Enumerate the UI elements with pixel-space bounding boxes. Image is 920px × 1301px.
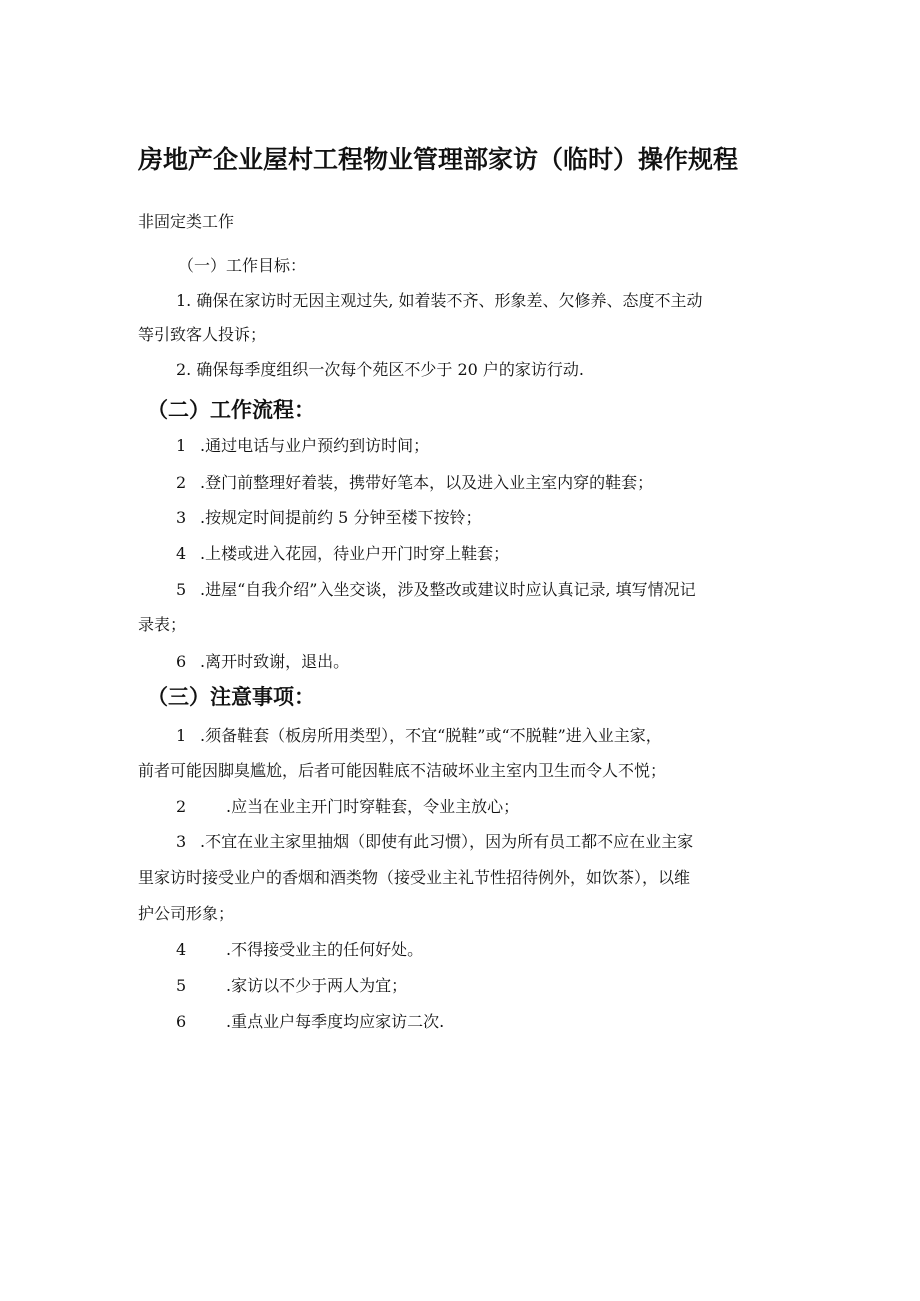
item-number: 1 bbox=[176, 436, 187, 455]
section1-item-1-line2: 等引致客人投诉； bbox=[138, 325, 267, 344]
item-text: .登门前整理好着装，携带好笔本，以及进入业主室内穿的鞋套； bbox=[200, 473, 654, 492]
category-label: 非固定类工作 bbox=[138, 212, 235, 231]
item-text: .离开时致谢，退出。 bbox=[200, 652, 350, 671]
section2-heading: （二）工作流程： bbox=[147, 398, 315, 422]
section2-item-5 bbox=[176, 580, 696, 600]
item-text: .按规定时间提前约 5 分钟至楼下按铃； bbox=[200, 508, 482, 527]
item-number: 3 bbox=[176, 508, 187, 527]
section3-item-2 bbox=[176, 797, 519, 817]
section1-heading: （一）工作目标： bbox=[178, 256, 307, 275]
section2-item-6 bbox=[176, 652, 349, 672]
section3-item-3 bbox=[176, 832, 693, 852]
item-text: .通过电话与业户预约到访时间； bbox=[200, 436, 430, 455]
item-number: 4 bbox=[176, 544, 187, 563]
item-text: .应当在业主开门时穿鞋套，令业主放心； bbox=[226, 797, 520, 816]
section2-item-2 bbox=[176, 473, 653, 493]
item-number: 4 bbox=[176, 940, 187, 959]
section2-item-5-cont: 录表； bbox=[138, 615, 187, 634]
section2-item-4 bbox=[176, 544, 509, 564]
section1-item-1-line1: 1. 确保在家访时无因主观过失, 如着装不齐、形象差、欠修养、态度不主动 bbox=[176, 291, 703, 310]
section1-item-2: 2. 确保每季度组织一次每个苑区不少于 20 户的家访行动. bbox=[176, 360, 584, 379]
section3-item-1 bbox=[176, 726, 662, 746]
section2-item-1 bbox=[176, 436, 429, 456]
item-number: 6 bbox=[176, 1012, 187, 1031]
item-text: .不宜在业主家里抽烟（即使有此习惯），因为所有员工都不应在业主家 bbox=[200, 832, 694, 851]
item-text: .须备鞋套（板房所用类型），不宜“脱鞋”或“不脱鞋”进入业主家， bbox=[200, 726, 662, 745]
item-number: 3 bbox=[176, 832, 187, 851]
section3-heading: （三）注意事项： bbox=[147, 685, 315, 709]
item-number: 5 bbox=[176, 580, 187, 599]
item-number: 2 bbox=[176, 797, 187, 816]
item-number: 6 bbox=[176, 652, 187, 671]
item-number: 2 bbox=[176, 473, 187, 492]
section3-item-4 bbox=[176, 940, 423, 960]
document-title: 房地产企业屋村工程物业管理部家访（临时）操作规程 bbox=[138, 145, 739, 174]
item-text: .上楼或进入花园，待业户开门时穿上鞋套； bbox=[200, 544, 510, 563]
item-text: .家访以不少于两人为宜； bbox=[226, 976, 408, 995]
section3-item-6 bbox=[176, 1012, 444, 1032]
section2-item-3 bbox=[176, 508, 481, 528]
item-number: 1 bbox=[176, 726, 187, 745]
section3-item-3-cont: 里家访时接受业户的香烟和酒类物（接受业主礼节性招待例外，如饮茶），以维 bbox=[138, 868, 691, 887]
section3-item-3-cont2: 护公司形象； bbox=[138, 904, 235, 923]
item-text: .进屋“自我介绍”入坐交谈，涉及整改或建议时应认真记录, 填写情况记 bbox=[200, 580, 696, 599]
item-number: 5 bbox=[176, 976, 187, 995]
section3-item-5 bbox=[176, 976, 407, 996]
item-text: .不得接受业主的任何好处。 bbox=[226, 940, 424, 959]
item-text: .重点业户每季度均应家访二次. bbox=[226, 1012, 445, 1031]
section3-item-1-cont: 前者可能因脚臭尴尬，后者可能因鞋底不洁破坏业主室内卫生而令人不悦； bbox=[138, 761, 667, 780]
